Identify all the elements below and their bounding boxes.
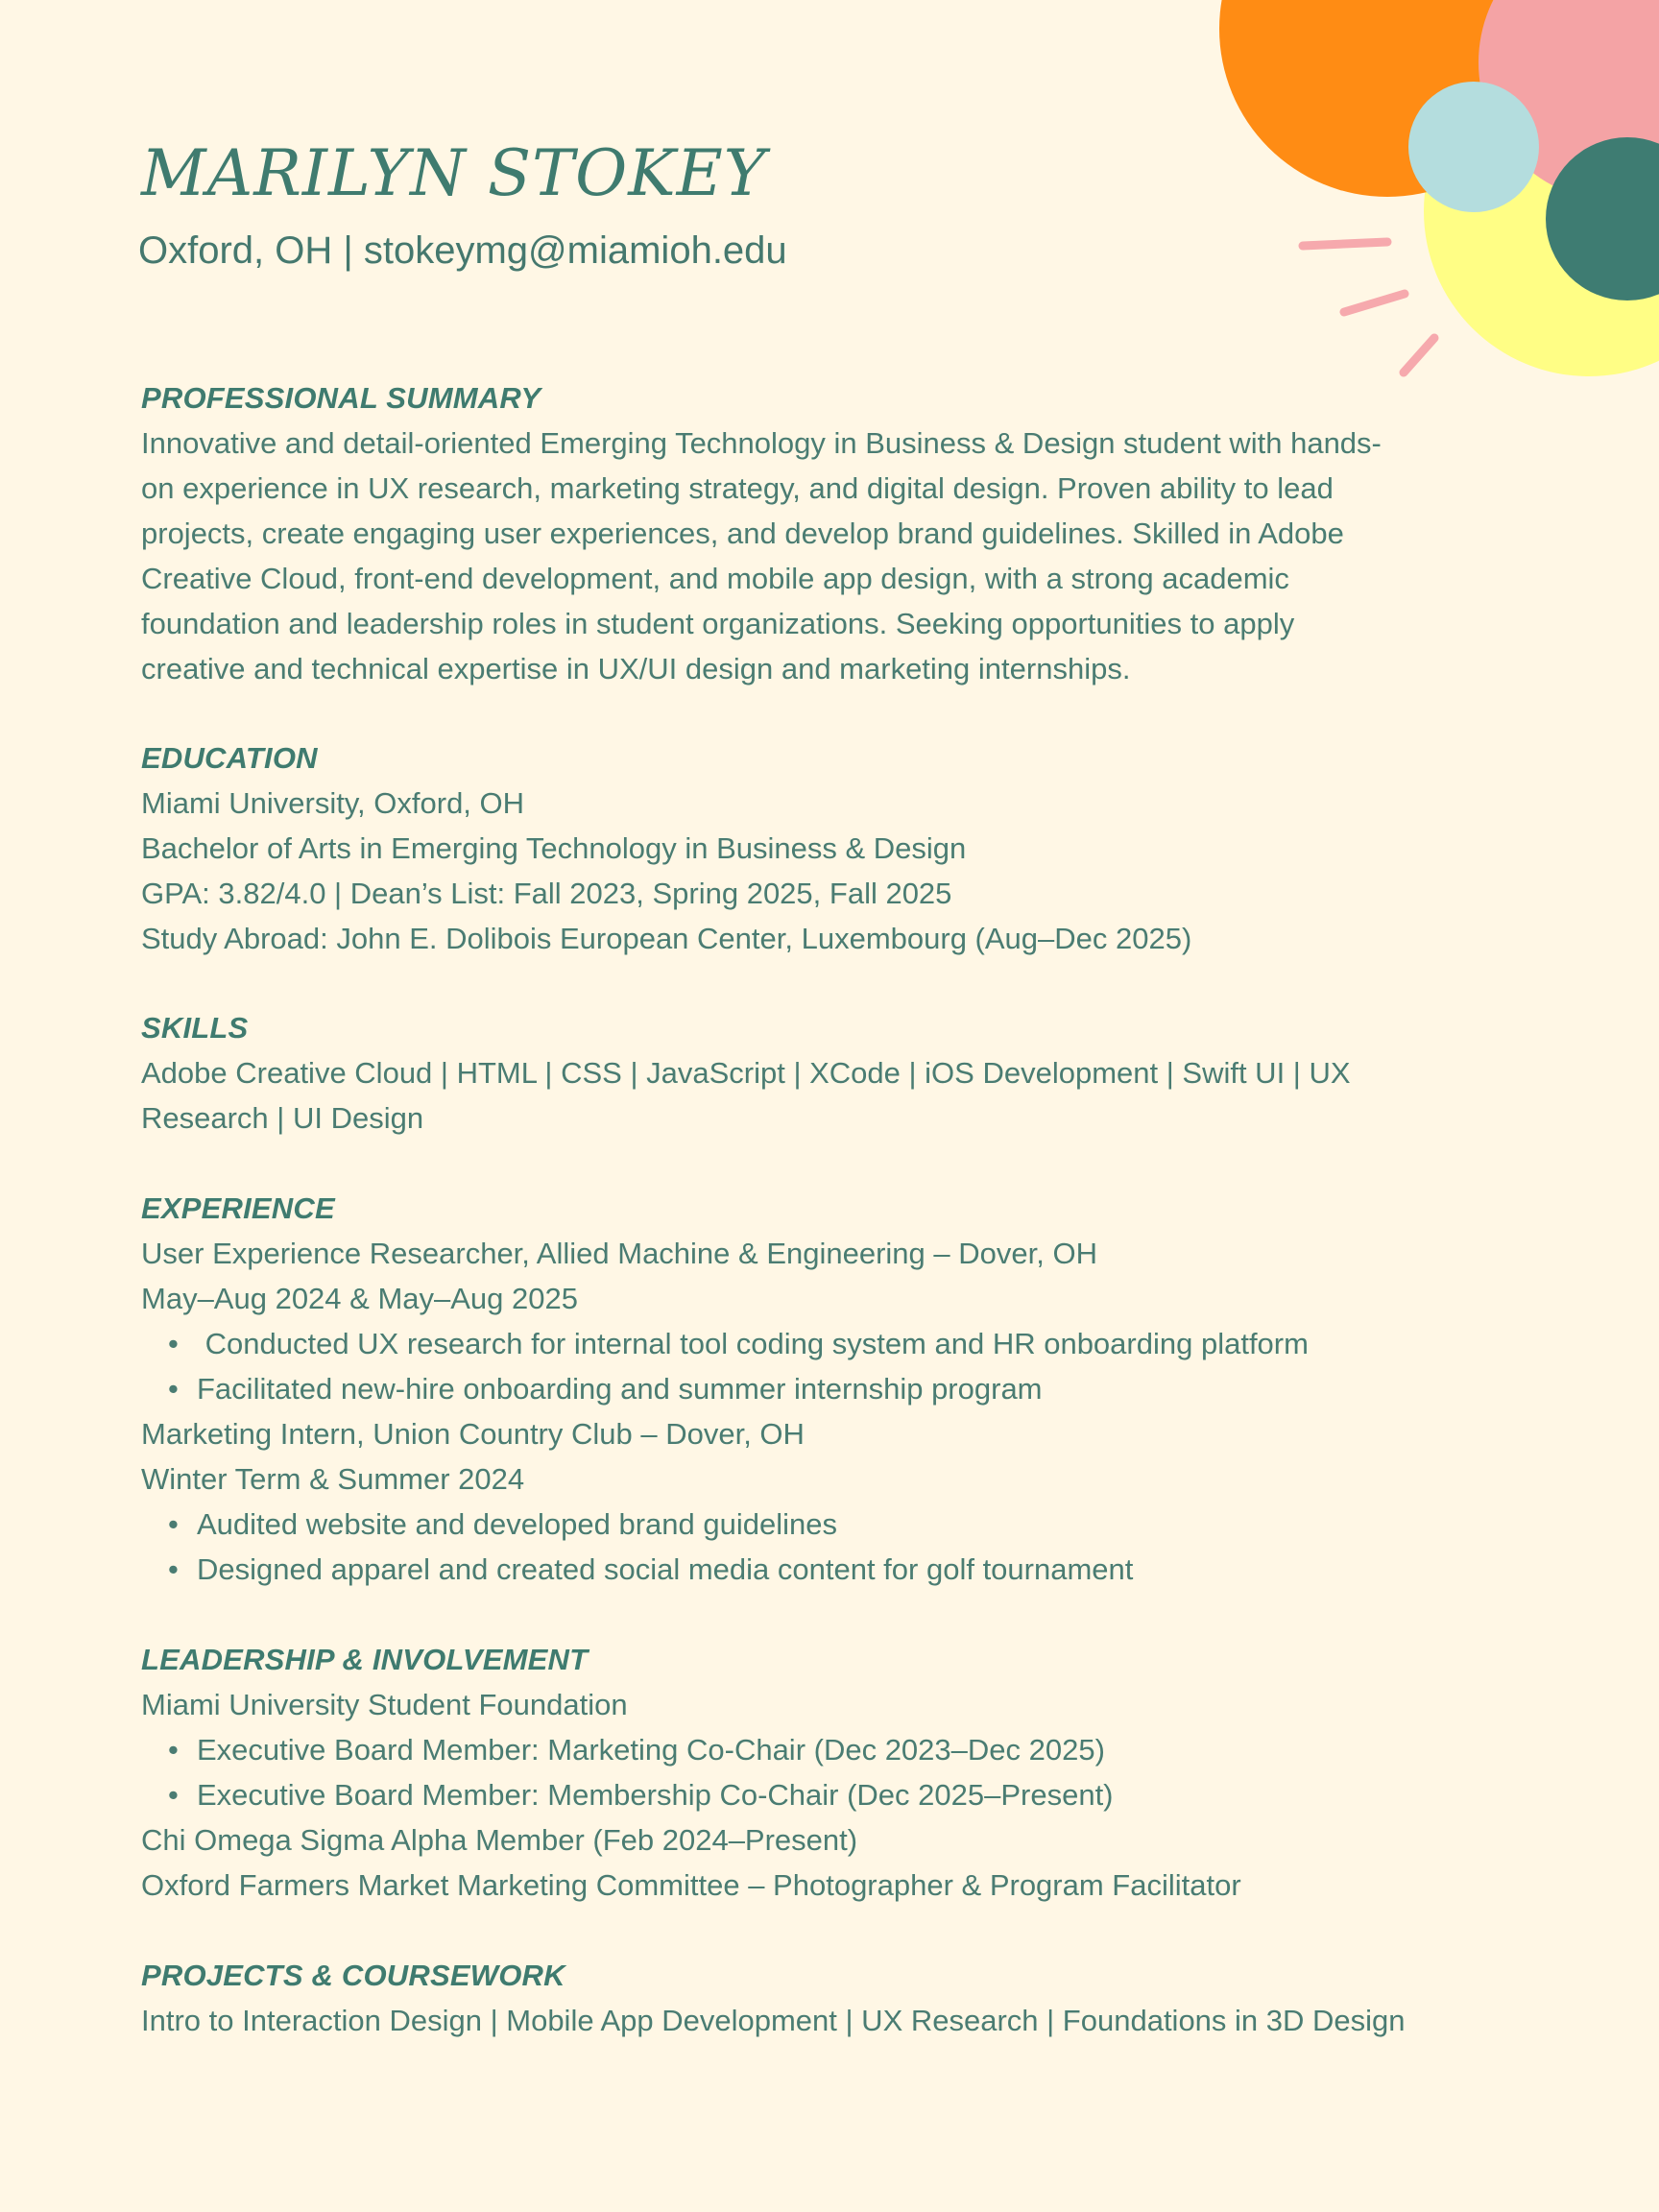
- summary-line: creative and technical expertise in UX/UI design and marketing internships.: [141, 652, 1131, 685]
- bullet-dot-icon: •: [168, 1372, 179, 1406]
- job-bullet: [168, 1554, 1133, 1584]
- job-bullet-text: Facilitated new-hire onboarding and summer internship program: [197, 1372, 1043, 1406]
- job-bullet: [168, 1509, 837, 1539]
- job-bullet: [168, 1374, 1043, 1404]
- experience-heading: EXPERIENCE: [141, 1191, 335, 1225]
- bullet-dot-icon: •: [168, 1507, 179, 1541]
- summary-heading: PROFESSIONAL SUMMARY: [141, 381, 541, 415]
- projects-line: Intro to Interaction Design | Mobile App Development | UX Research | Foundations in 3D Design: [141, 2004, 1406, 2037]
- projects-heading: PROJECTS & COURSEWORK: [141, 1959, 565, 1992]
- ray-line-top: [1303, 242, 1387, 246]
- bullet-dot-icon: •: [168, 1778, 179, 1812]
- summary-line: on experience in UX research, marketing strategy, and digital design. Proven ability to lead: [141, 471, 1334, 505]
- education-heading: EDUCATION: [141, 741, 318, 775]
- job-dates: May–Aug 2024 & May–Aug 2025: [141, 1282, 578, 1315]
- skills-line: Adobe Creative Cloud | HTML | CSS | JavaScript | XCode | iOS Development | Swift UI | UX: [141, 1056, 1351, 1090]
- education-gpa: GPA: 3.82/4.0 | Dean’s List: Fall 2023, Spring 2025, Fall 2025: [141, 877, 952, 910]
- job-bullet-text: Conducted UX research for internal tool coding system and HR onboarding platform: [197, 1327, 1309, 1360]
- bullet-dot-icon: •: [168, 1552, 179, 1586]
- ray-line-middle: [1344, 294, 1405, 312]
- leadership-other: Chi Omega Sigma Alpha Member (Feb 2024–Present): [141, 1823, 858, 1857]
- bullet-dot-icon: •: [168, 1327, 179, 1360]
- summary-line: Innovative and detail-oriented Emerging Technology in Business & Design student with hands-: [141, 426, 1382, 460]
- skills-heading: SKILLS: [141, 1011, 249, 1045]
- skills-line: Research | UI Design: [141, 1101, 424, 1135]
- education-school: Miami University, Oxford, OH: [141, 786, 525, 820]
- pink-circle: [1479, 0, 1659, 202]
- teal-circle: [1546, 137, 1659, 301]
- ray-line-bottom: [1404, 338, 1434, 373]
- light-blue-circle: [1408, 82, 1539, 212]
- education-study-abroad: Study Abroad: John E. Dolibois European Center, Luxembourg (Aug–Dec 2025): [141, 922, 1192, 955]
- contact-line: Oxford, OH | stokeymg@miamioh.edu: [138, 229, 787, 272]
- job-bullet-text: Designed apparel and created social media content for golf tournament: [197, 1552, 1134, 1586]
- yellow-circle: [1424, 46, 1659, 376]
- orange-circle: [1219, 0, 1555, 197]
- job-title: User Experience Researcher, Allied Machine & Engineering – Dover, OH: [141, 1237, 1097, 1270]
- leadership-other: Oxford Farmers Market Marketing Committee – Photographer & Program Facilitator: [141, 1868, 1241, 1902]
- summary-line: projects, create engaging user experiences, and develop brand guidelines. Skilled in Adobe: [141, 517, 1344, 550]
- bullet-dot-icon: •: [168, 1733, 179, 1767]
- education-degree: Bachelor of Arts in Emerging Technology in Business & Design: [141, 831, 967, 865]
- leadership-org: Miami University Student Foundation: [141, 1688, 628, 1721]
- job-title: Marketing Intern, Union Country Club – Dover, OH: [141, 1417, 805, 1451]
- leadership-heading: LEADERSHIP & INVOLVEMENT: [141, 1643, 589, 1676]
- job-dates: Winter Term & Summer 2024: [141, 1462, 525, 1496]
- summary-line: Creative Cloud, front-end development, and mobile app design, with a strong academic: [141, 562, 1289, 595]
- leadership-bullet: [168, 1735, 1105, 1765]
- job-bullet-text: Audited website and developed brand guidelines: [197, 1507, 837, 1541]
- leadership-bullet: [168, 1780, 1114, 1810]
- summary-line: foundation and leadership roles in student organizations. Seeking opportunities to apply: [141, 607, 1295, 640]
- job-bullet: [168, 1329, 1309, 1358]
- applicant-name: MARILYN STOKEY: [141, 136, 767, 210]
- leadership-bullet-text: Executive Board Member: Membership Co-Chair (Dec 2025–Present): [197, 1778, 1114, 1812]
- leadership-bullet-text: Executive Board Member: Marketing Co-Chair (Dec 2023–Dec 2025): [197, 1733, 1105, 1767]
